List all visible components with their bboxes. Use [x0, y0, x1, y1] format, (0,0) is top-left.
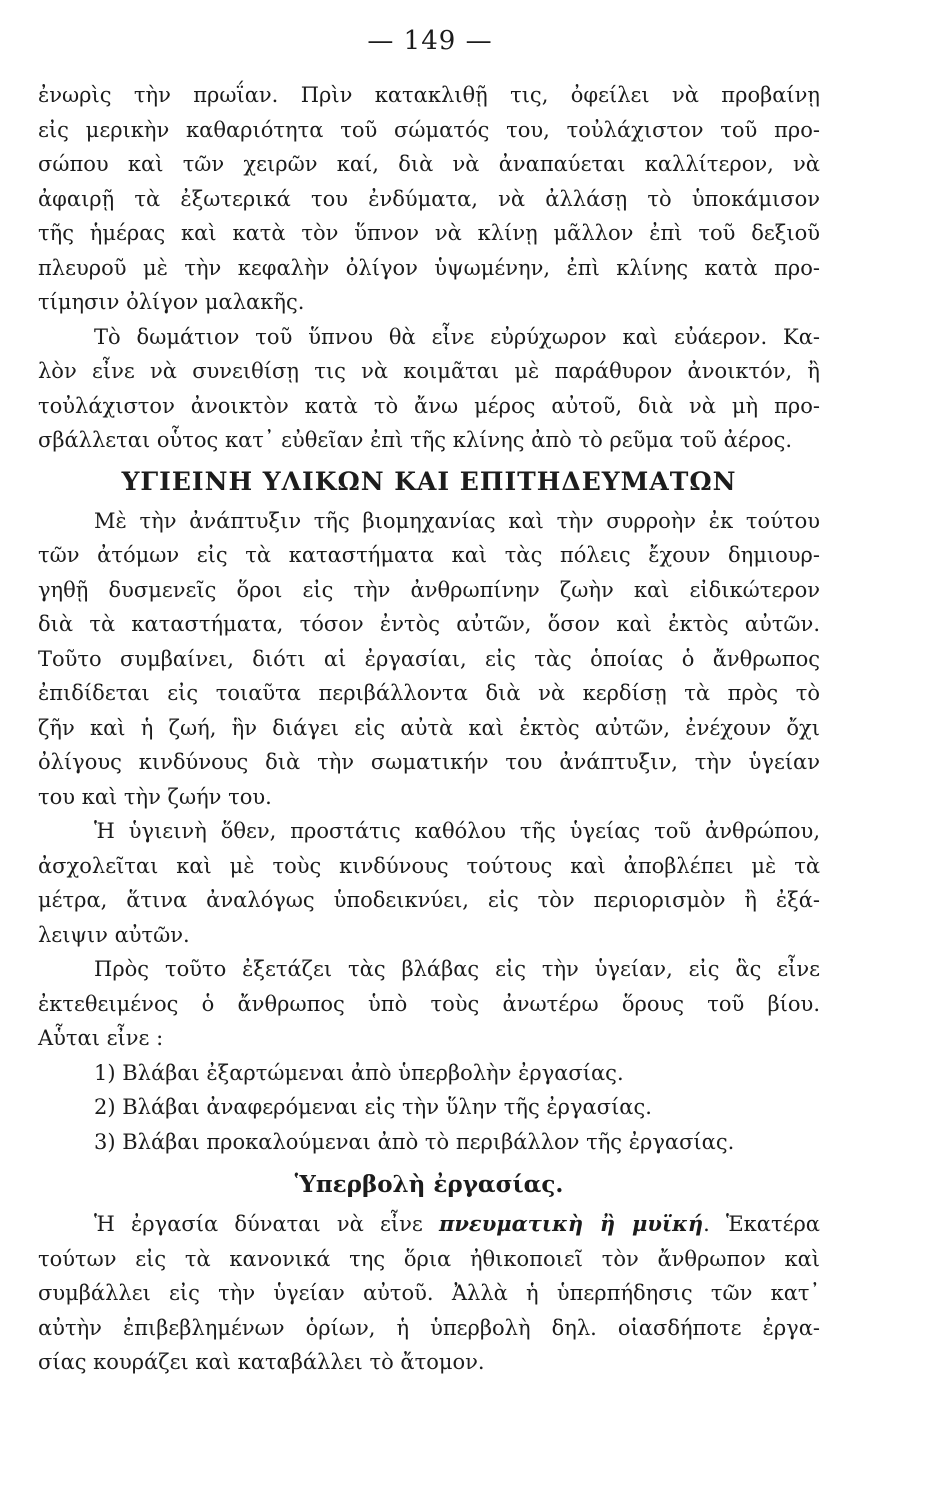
text-line: Μὲ τὴν ἀνάπτυξιν τῆς βιομηχανίας καὶ τὴν συρροὴν ἐκ τούτου: [94, 508, 820, 533]
subsection-heading: Ὑπερβολὴ ἐργασίας.: [294, 1171, 564, 1198]
emphasized-text: πνευματικὴ ἢ μυϊκή: [438, 1211, 704, 1236]
text-line: ἀφαιρῇ τὰ ἐξωτερικά του ἐνδύματα, νὰ ἀλλάσῃ τὸ ὑποκάμισον: [38, 186, 820, 211]
page-number: — 149 —: [367, 26, 493, 56]
text-line: ἐπιδίδεται εἰς τοιαῦτα περιβάλλοντα διὰ νὰ κερδίσῃ τὰ πρὸς τὸ: [38, 681, 820, 705]
text-span: . Ἑκατέρα: [703, 1212, 820, 1236]
text-line: σίας κουράζει καὶ καταβάλλει τὸ ἄτομον.: [38, 1350, 485, 1374]
text-line: Πρὸς τοῦτο ἐξετάζει τὰς βλάβας εἰς τὴν ὑγείαν, εἰς ἃς εἶνε: [94, 957, 820, 981]
text-line: αὐτὴν ἐπιβεβλημένων ὁρίων, ἡ ὑπερβολὴ δηλ. οἱασδήποτε ἐργα-: [38, 1315, 820, 1340]
text-line: σώπου καὶ τῶν χειρῶν καί, διὰ νὰ ἀναπαύεται καλλίτερον, νὰ: [38, 152, 820, 176]
text-line: μέτρα, ἅτινα ἀναλόγως ὑποδεικνύει, εἰς τὸν περιορισμὸν ἢ ἐξά-: [38, 888, 820, 912]
text-line: ἐκτεθειμένος ὁ ἄνθρωπος ὑπὸ τοὺς ἀνωτέρω ὅρους τοῦ βίου.: [38, 991, 820, 1016]
text-line: σβάλλεται οὗτος κατ᾽ εὐθεῖαν ἐπὶ τῆς κλίνης ἀπὸ τὸ ρεῦμα τοῦ ἀέρος.: [38, 428, 793, 452]
text-line: Ἡ ὑγιεινὴ ὅθεν, προστάτις καθόλου τῆς ὑγείας τοῦ ἀνθρώπου,: [94, 819, 820, 843]
text-line: τῶν ἀτόμων εἰς τὰ καταστήματα καὶ τὰς πόλεις ἔχουν δημιουρ-: [38, 543, 820, 567]
text-line: ἀσχολεῖται καὶ μὲ τοὺς κινδύνους τούτους καὶ ἀποβλέπει μὲ τὰ: [38, 853, 820, 878]
section-heading: ΥΓΙΕΙΝΗ ΥΛΙΚΩΝ ΚΑΙ ΕΠΙΤΗΔΕΥΜΑΤΩΝ: [121, 466, 737, 496]
list-item: 1) Βλάβαι ἐξαρτώμεναι ἀπὸ ὑπερβολὴν ἐργασίας.: [94, 1060, 624, 1085]
page-text: [38, 78, 820, 1380]
text-line: λὸν εἶνε νὰ συνειθίσῃ τις νὰ κοιμᾶται μὲ παράθυρον ἀνοικτόν, ἢ: [38, 359, 820, 383]
text-line: ὀλίγους κινδύνους διὰ τὴν σωματικήν του ἀνάπτυξιν, τὴν ὑγείαν: [38, 750, 820, 774]
text-line: Τὸ δωμάτιον τοῦ ὕπνου θὰ εἶνε εὐρύχωρον καὶ εὐάερον. Κα-: [94, 324, 820, 349]
text-line: τίμησιν ὀλίγον μαλακῆς.: [38, 290, 305, 314]
text-span: Ἡ ἐργασία δύναται νὰ εἶνε: [94, 1212, 439, 1236]
text-line: ἐνωρὶς τὴν πρωΐαν. Πρὶν κατακλιθῇ τις, ὀφείλει νὰ προβαίνῃ: [38, 83, 820, 107]
text-line: τούτων εἰς τὰ κανονικά της ὅρια ἠθικοποιεῖ τὸν ἄνθρωπον καὶ: [38, 1246, 820, 1271]
text-line: λειψιν αὐτῶν.: [38, 922, 190, 947]
text-line: τοὐλάχιστον ἀνοικτὸν κατὰ τὸ ἄνω μέρος αὐτοῦ, διὰ νὰ μὴ προ-: [38, 393, 820, 418]
text-line: Τοῦτο συμβαίνει, διότι αἱ ἐργασίαι, εἰς τὰς ὁποίας ὁ ἄνθρωπος: [38, 646, 820, 671]
text-line: διὰ τὰ καταστήματα, τόσον ἐντὸς αὐτῶν, ὅσον καὶ ἐκτὸς αὐτῶν.: [38, 612, 820, 636]
text-line: ζῆν καὶ ἡ ζωή, ἣν διάγει εἰς αὐτὰ καὶ ἐκτὸς αὐτῶν, ἐνέχουν ὄχι: [38, 715, 820, 740]
text-line: τῆς ἡμέρας καὶ κατὰ τὸν ὕπνον νὰ κλίνῃ μᾶλλον ἐπὶ τοῦ δεξιοῦ: [38, 221, 820, 245]
text-line: εἰς μερικὴν καθαριότητα τοῦ σώματός του, τοὐλάχιστον τοῦ προ-: [38, 117, 820, 142]
text-line: Αὗται εἶνε :: [38, 1026, 164, 1050]
text-line: γηθῇ δυσμενεῖς ὅροι εἰς τὴν ἀνθρωπίνην ζωὴν καὶ εἰδικώτερον: [38, 577, 820, 602]
list-item: 3) Βλάβαι προκαλούμεναι ἀπὸ τὸ περιβάλλον τῆς ἐργασίας.: [94, 1129, 735, 1154]
text-line: πλευροῦ μὲ τὴν κεφαλὴν ὀλίγον ὑψωμένην, ἐπὶ κλίνης κατὰ προ-: [38, 255, 820, 280]
text-line: του καὶ τὴν ζωήν του.: [38, 784, 272, 809]
text-line: συμβάλλει εἰς τὴν ὑγείαν αὐτοῦ. Ἀλλὰ ἡ ὑπερπήδησις τῶν κατ᾽: [38, 1281, 820, 1305]
list-item: 2) Βλάβαι ἀναφερόμεναι εἰς τὴν ὕλην τῆς ἐργασίας.: [94, 1095, 652, 1119]
text-line: [38, 1207, 820, 1242]
